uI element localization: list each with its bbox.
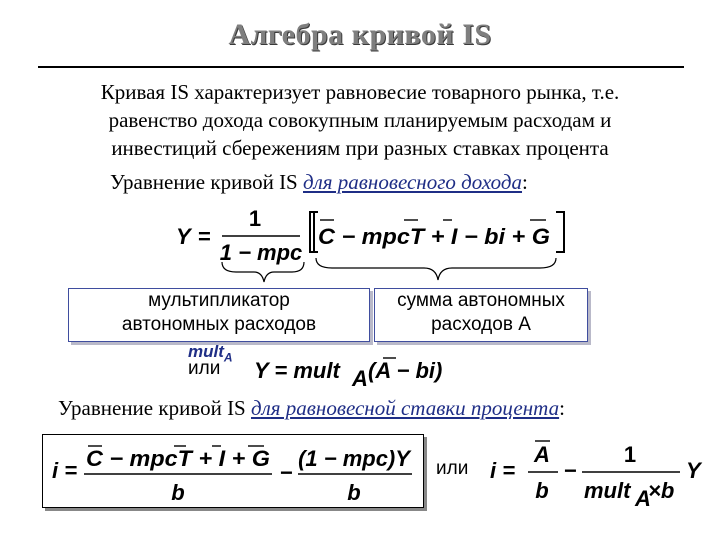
or-label-2: или <box>436 458 469 479</box>
or-label-1: или <box>188 358 221 379</box>
eq1-denominator: 1 − mpc <box>219 240 303 265</box>
eq3-denominator-1: b <box>171 480 185 505</box>
intro-line-2: равенство дохода совокупным планируемым расходам и <box>108 108 612 132</box>
section2-heading-prefix: Уравнение кривой IS <box>58 396 251 420</box>
intro-line-3: инвестиций сбережениям при разных ставках процента <box>111 136 609 160</box>
section-heading-prefix: Уравнение кривой IS <box>110 170 303 194</box>
eq4-rhs: Y <box>686 458 701 483</box>
eq1-equals: = <box>198 224 211 249</box>
eq2-paren: (A − bi) <box>368 358 443 383</box>
eq3-numerator-1: C − mpcT + I + G <box>86 446 270 471</box>
eq3-numerator-2: (1 − mpc)Y <box>298 446 410 471</box>
eq4-minus: − <box>564 458 577 483</box>
page-title: Алгебра кривой IS <box>228 18 492 51</box>
eq2-subscript: A <box>352 366 368 391</box>
eq1-numerator: 1 <box>248 206 262 231</box>
eq4-denominator-1: b <box>535 478 549 503</box>
eq4-lhs: i = <box>490 458 516 483</box>
section-heading-highlight: для равновесного дохода <box>303 170 523 194</box>
eq4-denominator-tail: ×b <box>648 478 675 503</box>
eq2-body: Y = mult <box>254 358 340 383</box>
eq4-denominator-subscript: A <box>635 486 651 511</box>
section-heading-suffix: : <box>522 170 528 194</box>
mult-label-text: mult <box>188 342 224 361</box>
eq4-denominator-2: mult <box>584 478 631 503</box>
section2-heading-highlight: для равновесной ставки процента <box>251 396 560 420</box>
multiplier-box-line-1: мультипликатор <box>148 290 290 311</box>
eq1-lhs: Y <box>176 224 191 249</box>
eq1-bracket-content: C − mpcT + I − bi + G <box>318 224 550 249</box>
section2-heading-suffix: : <box>559 396 565 420</box>
intro-line-1: Кривая IS характеризует равновесие товарного рынка, т.е. <box>100 80 620 104</box>
eq3-denominator-2: b <box>347 480 361 505</box>
multiplier-box-line-2: автономных расходов <box>121 314 317 335</box>
eq3-minus: − <box>280 460 293 485</box>
eq1-bracket-right <box>556 212 564 252</box>
autonomous-box-line-1: сумма автономных <box>397 290 565 311</box>
mult-label-subscript: A <box>223 350 233 365</box>
eq3-lhs: i = <box>52 458 78 483</box>
brace-multiplier <box>222 262 304 282</box>
eq4-numerator-2: 1 <box>623 442 637 467</box>
autonomous-box-line-2: расходов A <box>431 314 531 335</box>
brace-autonomous <box>316 258 556 280</box>
eq4-numerator-1: A <box>534 442 550 467</box>
